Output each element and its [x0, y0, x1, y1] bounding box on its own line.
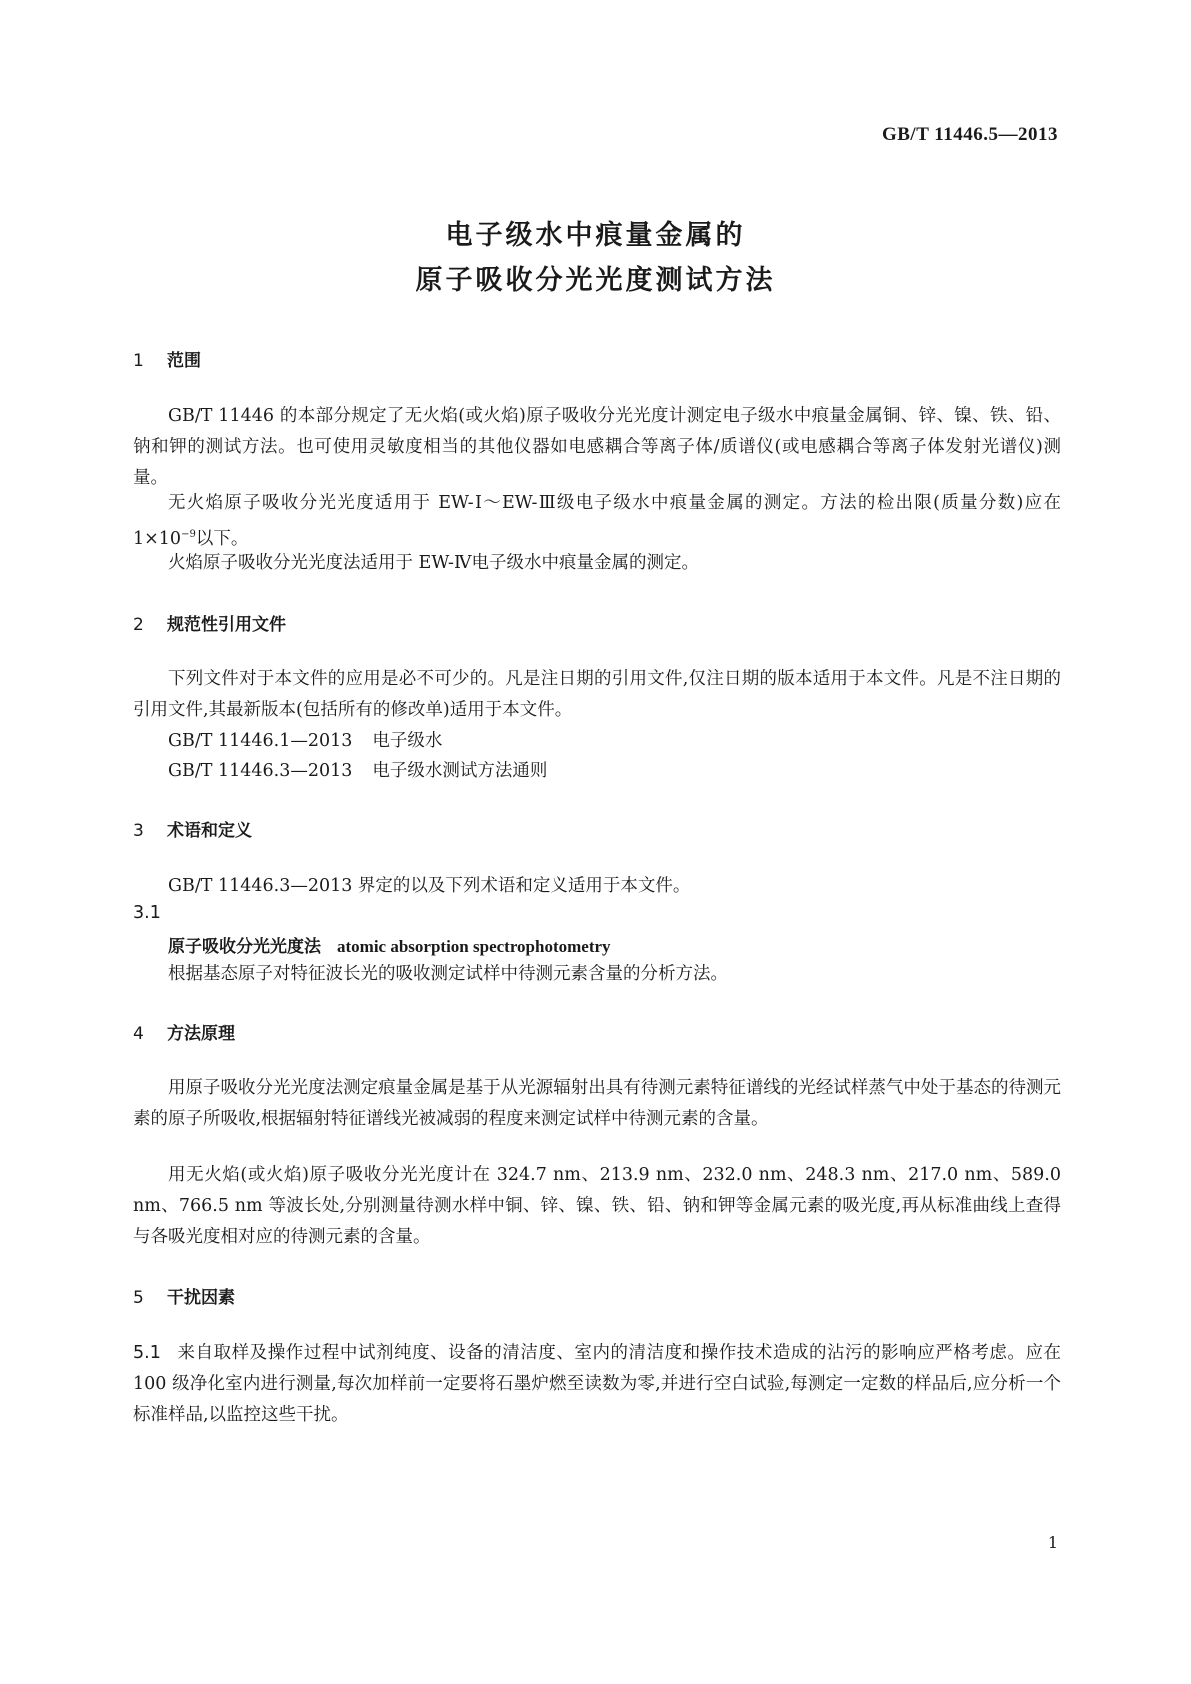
section-1-paragraph-3: 火焰原子吸收分光光度法适用于 EW-Ⅳ电子级水中痕量金属的测定。 — [168, 553, 699, 573]
section-number: 3 — [133, 821, 144, 841]
page-number: 1 — [1047, 1533, 1058, 1552]
title-line-2: 原子吸收分光光度测试方法 — [415, 265, 776, 296]
section-2-heading — [133, 610, 286, 635]
section-title: 方法原理 — [167, 1024, 235, 1044]
term-chinese: 原子吸收分光光度法 — [168, 937, 321, 957]
standard-code: GB/T 11446.5—2013 — [881, 124, 1058, 145]
reference-item: GB/T 11446.1—2013 电子级水 — [168, 731, 443, 751]
subclause-5-1 — [133, 1338, 1061, 1431]
section-4-heading — [133, 1019, 235, 1044]
term-entry — [168, 932, 611, 957]
term-definition: 根据基态原子对特征波长光的吸收测定试样中待测元素含量的分析方法。 — [168, 964, 728, 984]
section-title: 规范性引用文件 — [167, 615, 286, 635]
section-1-paragraph-2: 无火焰原子吸收分光光度适用于 EW-Ⅰ～EW-Ⅲ级电子级水中痕量金属的测定。方法的检出限(质量分数)应在 $1\times 10^{-9}$以下。 — [133, 493, 1061, 549]
exponent: −9 — [181, 529, 196, 540]
section-number: 1 — [133, 351, 144, 371]
section-1-heading — [133, 346, 201, 371]
section-3-paragraph-1: GB/T 11446.3—2013 界定的以及下列术语和定义适用于本文件。 — [168, 876, 691, 896]
section-number: 4 — [133, 1024, 144, 1044]
section-title: 术语和定义 — [167, 821, 252, 841]
section-title: 范围 — [167, 351, 201, 371]
term-number: 3.1 — [133, 903, 161, 923]
subclause-text: 来自取样及操作过程中试剂纯度、设备的清洁度、室内的清洁度和操作技术造成的沾污的影响应严格考虑。应在 100 级净化室内进行测量,每次加样前一定要将石墨炉燃至读数为零,并进行空白试验,每测定一定数的样品后,应分析一个标准样品,以监控这些干扰。 — [133, 1343, 1061, 1425]
section-5-heading — [133, 1283, 235, 1308]
section-1-paragraph-1: GB/T 11446 的本部分规定了无火焰(或火焰)原子吸收分光光度计测定电子级水中痕量金属铜、锌、镍、铁、铅、钠和钾的测试方法。也可使用灵敏度相当的其他仪器如电感耦合等离子体/质谱仪(或电感耦合等离子体发射光谱仪)测量。 — [133, 406, 1061, 488]
section-number: 5 — [133, 1288, 144, 1308]
section-4-paragraph-2: 用无火焰(或火焰)原子吸收分光光度计在 324.7 nm、213.9 nm、232.0 nm、248.3 nm、217.0 nm、589.0 nm、766.5 nm 等波长处,分别测量待测水样中铜、锌、镍、铁、铅、钠和钾等金属元素的吸光度,再从标准曲线上查得与各吸光度相对应的待测元素的含量。 — [133, 1165, 1061, 1247]
section-number: 2 — [133, 615, 144, 635]
term-english: atomic absorption spectrophotometry — [337, 937, 611, 956]
reference-item: GB/T 11446.3—2013 电子级水测试方法通则 — [168, 761, 548, 781]
section-title: 干扰因素 — [167, 1288, 235, 1308]
title-line-1: 电子级水中痕量金属的 — [445, 220, 746, 251]
subclause-number: 5.1 — [133, 1343, 161, 1363]
section-3-heading — [133, 816, 252, 841]
section-4-paragraph-1: 用原子吸收分光光度法测定痕量金属是基于从光源辐射出具有待测元素特征谱线的光经试样蒸气中处于基态的待测元素的原子所吸收,根据辐射特征谱线光被减弱的程度来测定试样中待测元素的含量。 — [133, 1078, 1061, 1129]
section-2-paragraph-1: 下列文件对于本文件的应用是必不可少的。凡是注日期的引用文件,仅注日期的版本适用于本文件。凡是不注日期的引用文件,其最新版本(包括所有的修改单)适用于本文件。 — [133, 669, 1061, 720]
